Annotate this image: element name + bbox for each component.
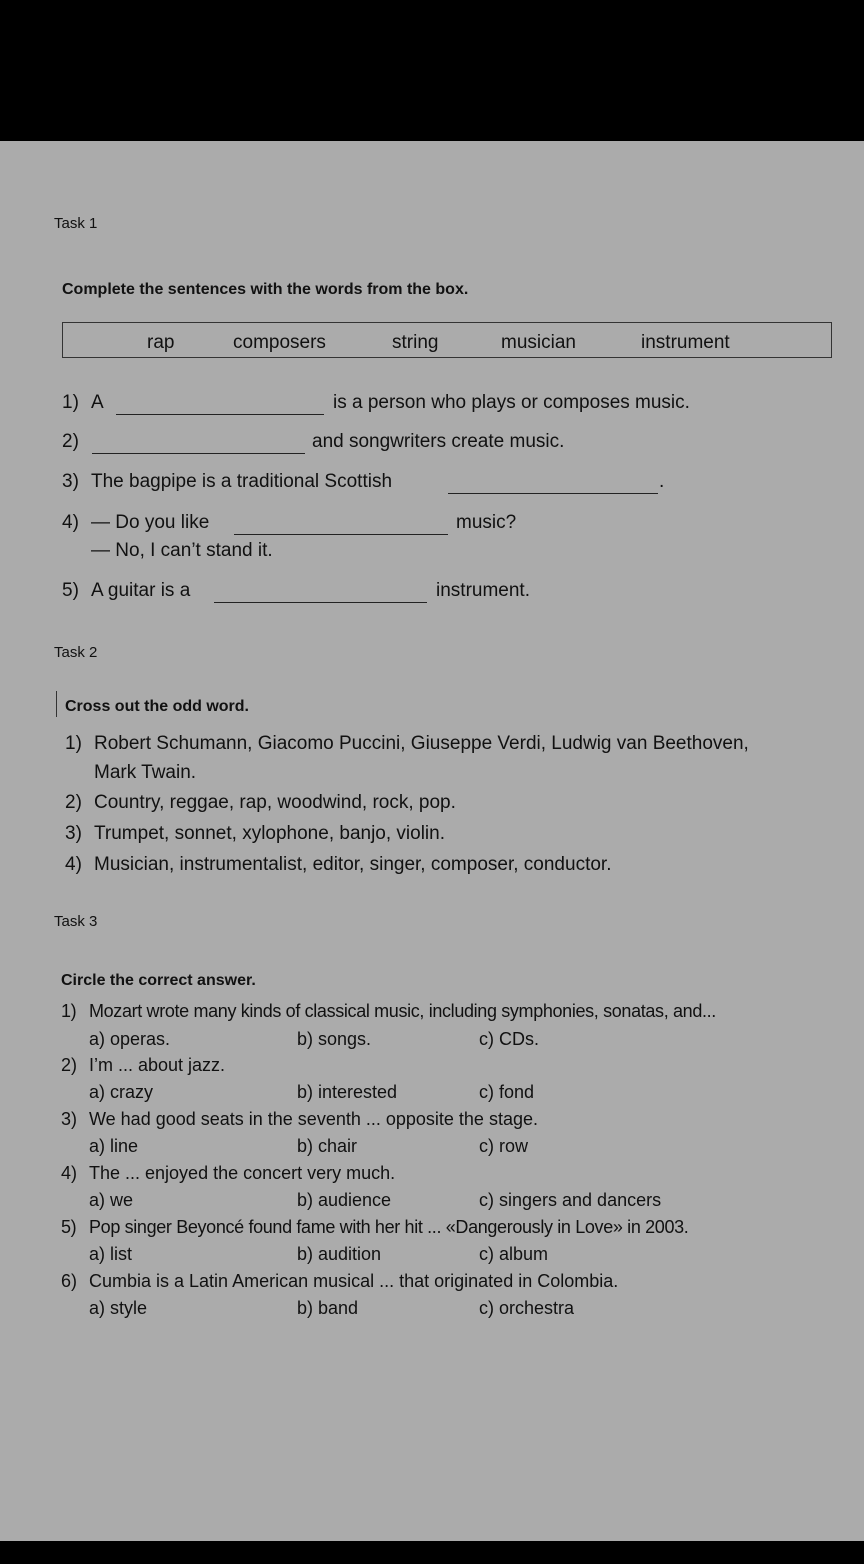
item-text: Musician, instrumentalist, editor, singer, composer, conductor. (94, 854, 612, 875)
item-reply: — No, I can’t stand it. (91, 540, 273, 561)
option-a[interactable]: a) crazy (89, 1082, 154, 1102)
item-text-before: — Do you like (91, 512, 210, 533)
option-c[interactable]: c) singers and dancers (479, 1190, 662, 1210)
question-text: The ... enjoyed the concert very much. (89, 1163, 396, 1183)
item-text-before: The bagpipe is a traditional Scottish (91, 471, 393, 492)
option-b[interactable]: b) audition (297, 1244, 382, 1264)
item-number: 1) (62, 392, 79, 413)
answer-blank[interactable] (448, 493, 658, 494)
option-c[interactable]: c) orchestra (479, 1298, 575, 1318)
item-text-after: is a person who plays or composes music. (333, 392, 690, 413)
option-a[interactable]: a) style (89, 1298, 148, 1318)
answer-blank[interactable] (234, 534, 448, 535)
item-text-after: instrument. (436, 580, 530, 601)
item-text: Robert Schumann, Giacomo Puccini, Giuseppe Verdi, Ludwig van Beethoven, (94, 733, 749, 754)
question-text: I’m ... about jazz. (89, 1055, 226, 1075)
task3-label: Task 3 (54, 913, 98, 930)
task1-label: Task 1 (54, 215, 98, 232)
item-number: 3) (62, 471, 79, 492)
question-text: Pop singer Beyoncé found fame with her hit ... «Dangerously in Love» in 2003. (89, 1217, 689, 1237)
item-number: 4) (62, 512, 79, 533)
word-box-item: composers (233, 332, 326, 353)
answer-blank[interactable] (116, 414, 324, 415)
option-c[interactable]: c) fond (479, 1082, 535, 1102)
cursor-bar (56, 691, 57, 717)
option-b[interactable]: b) interested (297, 1082, 398, 1102)
question-text: We had good seats in the seventh ... opposite the stage. (89, 1109, 538, 1129)
task2-instruction: Cross out the odd word. (65, 698, 249, 715)
task3-instruction: Circle the correct answer. (61, 972, 256, 989)
question-text: Cumbia is a Latin American musical ... that originated in Colombia. (89, 1271, 619, 1291)
option-a[interactable]: a) operas. (89, 1029, 171, 1049)
answer-blank[interactable] (214, 602, 427, 603)
option-c[interactable]: c) CDs. (479, 1029, 539, 1049)
item-text-continued: Mark Twain. (94, 762, 197, 783)
item-number: 2) (65, 792, 82, 813)
word-box-item: string (392, 332, 439, 353)
question-number: 2) (61, 1055, 78, 1075)
word-box (62, 322, 832, 358)
option-c[interactable]: c) album (479, 1244, 549, 1264)
word-box-item: instrument (641, 332, 730, 353)
item-text-before: A (91, 392, 104, 413)
word-box-item: musician (501, 332, 576, 353)
question-text: Mozart wrote many kinds of classical music, including symphonies, sonatas, and... (89, 1001, 716, 1021)
question-number: 3) (61, 1109, 78, 1129)
option-b[interactable]: b) band (297, 1298, 359, 1318)
option-a[interactable]: a) we (89, 1190, 134, 1210)
task2-label: Task 2 (54, 644, 98, 661)
option-b[interactable]: b) songs. (297, 1029, 372, 1049)
question-number: 4) (61, 1163, 78, 1183)
answer-blank[interactable] (92, 453, 305, 454)
word-box-item: rap (147, 332, 175, 353)
option-a[interactable]: a) list (89, 1244, 133, 1264)
item-text-after: music? (456, 512, 517, 533)
item-number: 5) (62, 580, 79, 601)
item-text-before: A guitar is a (91, 580, 191, 601)
task1-instruction: Complete the sentences with the words from the box. (62, 281, 469, 298)
question-number: 6) (61, 1271, 78, 1291)
item-number: 2) (62, 431, 79, 452)
item-number: 1) (65, 733, 82, 754)
question-number: 1) (61, 1001, 77, 1021)
item-text: Country, reggae, rap, woodwind, rock, pop. (94, 792, 456, 813)
option-c[interactable]: c) row (479, 1136, 528, 1156)
item-number: 4) (65, 854, 82, 875)
option-b[interactable]: b) audience (297, 1190, 392, 1210)
option-a[interactable]: a) line (89, 1136, 139, 1156)
item-text-after: . (659, 471, 665, 492)
item-number: 3) (65, 823, 82, 844)
item-text: Trumpet, sonnet, xylophone, banjo, violin. (94, 823, 445, 844)
item-text-after: and songwriters create music. (312, 431, 565, 452)
option-b[interactable]: b) chair (297, 1136, 358, 1156)
question-number: 5) (61, 1217, 77, 1237)
worksheet-page (0, 141, 864, 1541)
